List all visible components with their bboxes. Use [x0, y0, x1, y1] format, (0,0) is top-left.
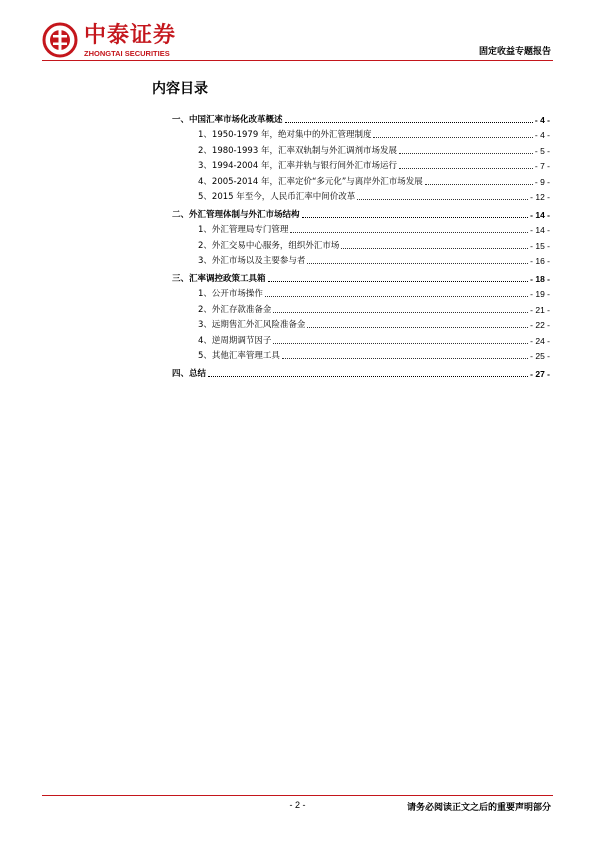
toc-entry-label: 2、外汇存款准备金 [198, 304, 272, 315]
toc-entry-3-3[interactable] [172, 316, 550, 332]
report-type-label: 固定收益专题报告 [478, 47, 551, 57]
toc-entry-section-4[interactable] [172, 364, 550, 380]
toc-entry-label: 2、1980-1993 年，汇率双轨制与外汇调剂市场发展 [198, 145, 397, 156]
toc-entry-page: - 24 - [530, 335, 550, 346]
toc-entry-label: 4、2005-2014 年，汇率定价“多元化”与离岸外汇市场发展 [198, 176, 423, 187]
toc-entry-label: 5、2015 年至今，人民币汇率中间价改革 [198, 192, 356, 202]
toc-entry-page: - 5 - [534, 145, 550, 156]
header-divider [42, 60, 553, 61]
toc-leader-dots [307, 263, 528, 264]
toc-entry-label: 4、逆周期调节因子 [198, 335, 272, 346]
toc-entry-page: - 22 - [530, 320, 550, 330]
toc-entry-page: - 19 - [530, 289, 550, 299]
toc-entry-2-2[interactable] [172, 236, 550, 252]
toc-entry-page: - 7 - [534, 161, 550, 171]
toc-entry-page: - 21 - [530, 304, 550, 315]
table-of-contents [172, 108, 550, 380]
toc-leader-dots [208, 376, 528, 377]
company-logo [42, 22, 182, 60]
toc-entry-page: - 18 - [530, 273, 550, 284]
page-number: - 2 - [289, 800, 306, 810]
toc-leader-dots [282, 358, 528, 359]
toc-entry-page: - 16 - [530, 256, 550, 266]
toc-entry-1-5[interactable] [172, 188, 550, 204]
toc-entry-2-1[interactable] [172, 221, 550, 237]
toc-leader-dots [399, 168, 533, 169]
zhongtai-logo-icon [42, 22, 78, 58]
disclaimer-text: 请务必阅读正文之后的重要声明部分 [406, 803, 551, 813]
logo-chinese-text: 中泰证券 [84, 23, 177, 48]
toc-leader-dots [290, 232, 528, 233]
toc-entry-page: - 25 - [530, 351, 550, 361]
toc-entry-page: - 4 - [534, 114, 550, 125]
toc-entry-label: 3、远期售汇外汇风险准备金 [198, 320, 306, 330]
toc-leader-dots [268, 281, 529, 282]
toc-title: 内容目录 [152, 81, 208, 97]
toc-entry-page: - 27 - [530, 368, 550, 379]
toc-entry-label: 3、1994-2004 年，汇率并轨与银行间外汇市场运行 [198, 161, 397, 171]
toc-leader-dots [273, 312, 528, 313]
toc-leader-dots [265, 296, 528, 297]
toc-leader-dots [273, 343, 528, 344]
toc-leader-dots [302, 217, 529, 218]
toc-entry-page: - 12 - [530, 192, 550, 202]
toc-entry-label: 二、外汇管理体制与外汇市场结构 [172, 209, 300, 220]
logo-english-text: ZHONGTAI SECURITIES [84, 49, 170, 58]
toc-entry-label: 一、中国汇率市场化改革概述 [172, 114, 283, 125]
footer-divider [42, 795, 553, 796]
toc-leader-dots [341, 248, 528, 249]
toc-entry-2-3[interactable] [172, 252, 550, 268]
toc-entry-1-1[interactable] [172, 126, 550, 142]
toc-entry-label: 1、1950-1979 年，绝对集中的外汇管理制度 [198, 130, 372, 140]
toc-entry-page: - 4 - [534, 130, 550, 140]
toc-leader-dots [357, 199, 528, 200]
toc-entry-page: - 14 - [530, 209, 550, 220]
toc-leader-dots [285, 122, 533, 123]
toc-entry-1-2[interactable] [172, 141, 550, 157]
toc-entry-section-2[interactable] [172, 205, 550, 221]
toc-leader-dots [373, 137, 532, 138]
toc-entry-1-4[interactable] [172, 172, 550, 188]
toc-entry-3-1[interactable] [172, 285, 550, 301]
toc-entry-label: 1、外汇管理局专门管理 [198, 225, 289, 235]
toc-entry-label: 3、外汇市场以及主要参与者 [198, 256, 306, 266]
toc-leader-dots [307, 327, 528, 328]
toc-entry-1-3[interactable] [172, 157, 550, 173]
toc-leader-dots [399, 153, 533, 154]
toc-entry-page: - 15 - [530, 240, 550, 251]
toc-leader-dots [425, 184, 533, 185]
toc-entry-page: - 9 - [534, 176, 550, 187]
toc-entry-3-4[interactable] [172, 331, 550, 347]
toc-entry-page: - 14 - [530, 225, 550, 235]
toc-entry-label: 2、外汇交易中心服务，组织外汇市场 [198, 240, 340, 251]
toc-entry-label: 四、总结 [172, 368, 207, 379]
toc-entry-label: 5、其他汇率管理工具 [198, 351, 280, 361]
toc-entry-label: 三、汇率调控政策工具箱 [172, 273, 266, 284]
toc-entry-3-2[interactable] [172, 300, 550, 316]
toc-entry-3-5[interactable] [172, 347, 550, 363]
toc-entry-section-1[interactable] [172, 110, 550, 126]
toc-entry-section-3[interactable] [172, 269, 550, 285]
toc-entry-label: 1、公开市场操作 [198, 289, 263, 299]
